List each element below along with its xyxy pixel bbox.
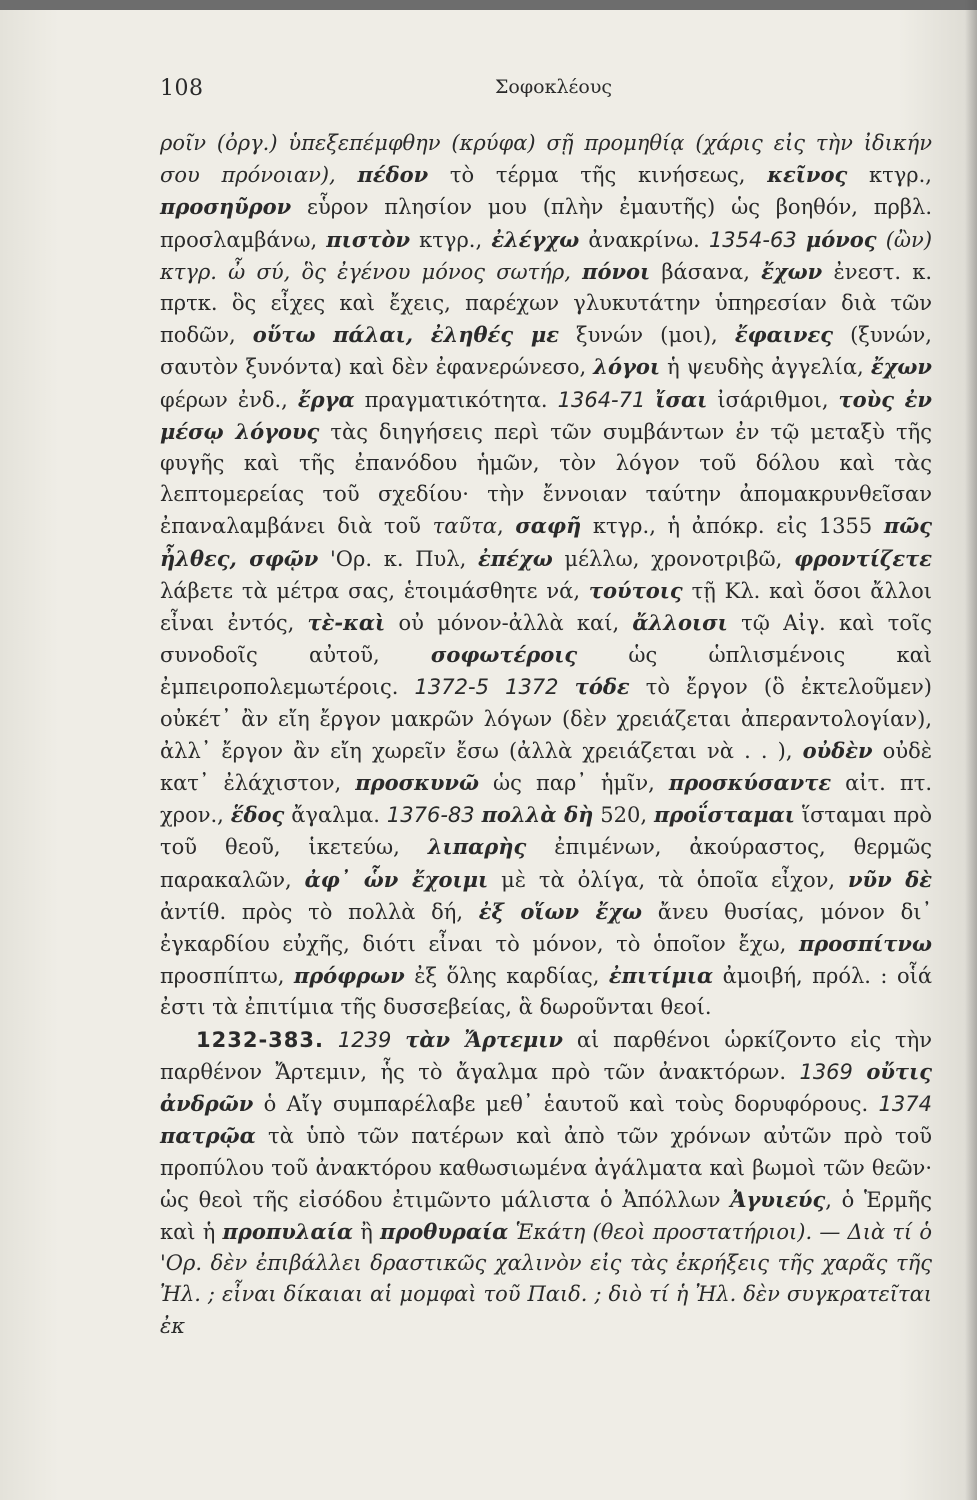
scan-top-edge [0,0,977,10]
lemma-term: προΐσταμαι [653,802,795,828]
gloss-text: τῇ Κλ. καὶ ὅσοι ἄλλοι εἶναι ἐντός, [160,578,932,636]
lemma-term: τοὺς ἐν μέσῳ λόγους [160,386,932,444]
gloss-text: τὰ ὑπὸ τῶν πατέρων καὶ ἀπὸ τῶν χρόνων αὐτῶν πρὸ τοῦ προπύλου τοῦ ἀνακτόρου καθωσιωμένα ἀγάλματα καὶ βωμοὶ τῶν θεῶν· ὡς θεοὶ τῆς εἰσόδου ἐτιμῶντο μάλιστα ὁ Ἀπόλλων [160,1124,932,1212]
gloss-text: ἐπιβάλλει δραστικῶς χαλινὸν εἰς τὰς ἐκρήξεις τῆς χαρᾶς τῆς Ἠλ. ; εἶναι δίκαιαι αἱ μομφαὶ τοῦ Παιδ. ; διὸ τί ἡ Ἠλ. δὲν συγκρατεῖται ἐκ [160,1251,933,1338]
gloss-text [645,388,655,412]
gloss-text: ἐπιμένων, ἀκούραστος, θερμῶς παρακαλῶν, [160,835,932,892]
lemma-term: προσκυνῶ [355,770,479,796]
line-reference: 1232-383. [196,1027,324,1052]
gloss-text: ροῖν (ὀργ.) ὑπεξεπέμφθην (κρύφα) σῇ προμηθίᾳ (χάρις εἰς τὴν ἰδικήν σου πρόνοιαν), [160,131,932,188]
lemma-term: σαφῆ [515,513,582,539]
lemma-term: πέδον [357,162,429,188]
lemma-term: σοφωτέροις [430,642,578,668]
gloss-text: ὁ Αἴγ συμπαρέλαβε μεθ᾽ ἑαυτοῦ καὶ τοὺς δορυφόρους. [253,1092,879,1117]
gloss-text: αἰτ. πτ. χρον., [160,771,933,828]
lemma-term: ἔφαινες [734,322,834,348]
gloss-text: οὐδὲ κατ᾽ ἐλάχιστον, [160,738,932,796]
lemma-term: οὐδὲν [802,737,873,763]
gloss-text [797,228,806,252]
lemma-term: ἐλέγχω [491,226,580,252]
lemma-term: ἴσαι [655,386,708,412]
lemma-term: ἀφ᾽ ὧν ἔχοιμι [304,866,489,892]
gloss-text: ἢ [353,1219,380,1244]
gloss-text: μέλλω, χρονοτριβῶ, [552,546,795,571]
gloss-text: ἐνεστ. κ. πρτκ. ὃς εἶχες καὶ ἔχεις, παρέχων γλυκυτάτην ὑπηρεσίαν διὰ τῶν ποδῶν, [160,259,932,348]
gloss-text: ἰσάριθμοι, [707,387,839,412]
gloss-text: οὐ μόνον-ἀλλὰ καί, [385,611,633,636]
gloss-text: κτγρ., [847,163,932,188]
gloss-text: Ἑκάτη (θεοὶ προστατήριοι). — Διὰ τί ὁ 'Ορ. δὲν [160,1219,932,1276]
line-reference: 1376-83 [386,803,475,828]
gloss-text: κτγρ., [410,227,492,252]
page-gutter-shadow [965,0,977,1500]
lemma-term: πολλὰ δὴ [481,802,594,828]
gloss-text: ξυνών (μοι), [558,323,735,348]
lemma-term: πῶς ἦλθες, σφῷν [160,513,932,571]
gloss-text: προσπίπτω, [160,964,294,989]
line-reference: 1239 [337,1027,392,1052]
gloss-text: κτγρ., ἡ ἀπόκρ. εἰς 1355 [581,514,884,539]
gloss-text [324,1028,338,1052]
lemma-term: ἕδος [230,802,285,828]
gloss-text: τὸ ἔργον (ὃ ἐκτελοῦμεν) οὐκέτ᾽ ἂν εἴη ἔργον μακρῶν λόγων (δὲν χρειάζεται ἀπεραντολογίαν), ἀλλ᾽ ἔργον ἂν εἴη χωρεῖν ἔσω (ἀλλὰ χρειάζεται νὰ . . ), [160,675,932,763]
gloss-text [853,1060,866,1084]
gloss-text: εὗρον πλησίον μου (πλὴν ἐμαυτῆς) ὡς βοηθόν, πρβλ. προσλαμβάνω, [160,195,932,252]
line-reference: 1372-5 1372 [414,675,559,700]
lemma-term: προσπίτνω [798,931,932,957]
lemma-term: πατρῷα [160,1123,256,1149]
page-header [0,70,977,110]
lemma-term: πόνοι [582,258,651,284]
gloss-text: ἀντίθ. πρὸς τὸ πολλὰ δή, [160,899,479,924]
gloss-text: ἄγαλμα. [284,803,387,828]
gloss-text: τὰς διηγήσεις περὶ τῶν συμβάντων ἐν τῷ μεταξὺ τῆς φυγῆς καὶ τῆς ἐπανόδου ἡμῶν, τὸν λόγον τοῦ δόλου καὶ τὰς λεπτομερείας τοῦ σχεδίου· τὴν ἔννοιαν ταύτην ἀπομακρυνθεῖσαν ἐπαναλαμβάνει διὰ τοῦ [160,419,933,539]
gloss-text: ὡς ὡπλισμένοις καὶ ἐμπειροπολεμωτέροις. [160,643,932,700]
lemma-term: προθυραία [379,1218,509,1244]
gloss-text: ὡς παρ᾽ ἡμῖν, [479,771,669,796]
lemma-term: προσκύσαντε [668,770,832,796]
gloss-text: βάσανα, [650,259,762,284]
lemma-term: ἔχων [870,354,932,380]
gloss-text: ἀμοιβή, πρόλ. : οἷά ἐστι τὰ ἐπιτίμια τῆς δυσσεβείας, ἃ δωροῦνται θεοί. [160,964,933,1020]
lemma-term: τὰν Ἄρτεμιν [405,1026,563,1052]
commentary-paragraph-1 [160,128,932,1024]
lemma-term: τούτοις [588,577,683,603]
lemma-term: τὲ-καὶ [307,610,386,636]
lemma-term: μόνος [805,226,877,252]
gloss-text [559,675,575,699]
gloss-text: ἵσταμαι πρὸ τοῦ θεοῦ, ἱκετεύω, [160,803,933,860]
gloss-text: ἄνευ θυσίας, μόνον δι᾽ ἐγκαρδίου εὐχῆς, διότι εἶναι τὸ μόνον, τὸ ὁποῖον ἔχω, [160,899,933,957]
lemma-term: ἐπέχω [478,545,553,571]
commentary-text [160,128,932,1342]
lemma-term: κεῖνος [767,162,848,188]
lemma-term: ἔχων [761,258,823,284]
lemma-term: ἔργα [297,386,355,412]
gloss-text: τῷ Αἰγ. καὶ τοῖς συνοδοῖς αὐτοῦ, [160,611,932,668]
gloss-text: φέρων ἐνδ., [160,387,298,412]
gloss-text: ἐξ ὅλης καρδίας, [404,964,609,989]
running-title: Σοφοκλέους [495,76,613,98]
lemma-term: Ἀγυιεύς [730,1186,826,1212]
lemma-term: προσηῦρον [160,194,292,220]
gloss-text [391,1028,405,1052]
lemma-term: ἄλλοισι [632,610,728,636]
line-reference: 1354-63 [708,227,797,252]
lemma-term: προπυλαία [222,1218,353,1244]
lemma-term: ἐξ οἵων ἔχω [478,898,643,924]
gloss-text [475,803,482,827]
lemma-term: λόγοι [593,354,661,380]
lemma-term: πρόφρων [293,963,405,989]
lemma-term: φροντίζετε [794,545,932,571]
gloss-text: λάβετε τὰ μέτρα σας, ἑτοιμάσθητε νά, [160,578,589,603]
line-reference: 1364-71 [557,387,646,412]
gloss-text: ἀνακρίνω. [579,227,709,252]
gloss-text: 520, [593,803,654,828]
gloss-text: 'Ορ. κ. Πυλ, [318,546,478,571]
gloss-text: αἱ παρθένοι ὡρκίζοντο εἰς τὴν παρθένον Ἄρτεμιν, ἧς τὸ ἄγαλμα πρὸ τῶν ἀνακτόρων. [160,1027,932,1084]
lemma-term: ἐπιτίμια [608,963,714,989]
page-number: 108 [160,76,204,101]
lemma-term: νῦν δὲ [847,866,933,892]
gloss-text: (ὢν) κτγρ. ὦ σύ, ὃς ἐγένου μόνος σωτήρ, [160,227,933,284]
gloss-text: μὲ τὰ ὀλίγα, τὰ ὁποῖα εἶχον, [488,867,848,892]
gloss-text: (ξυνών, σαυτὸν ξυνόντα) καὶ δὲν ἐφανερώνεσο, [160,323,932,380]
line-reference: 1374 [878,1092,932,1117]
gloss-text: τὸ τέρμα τῆς κινήσεως, [428,163,768,188]
lemma-term: λιπαρὴς [427,834,527,860]
commentary-paragraph-2 [160,1024,932,1342]
gloss-text: , [496,514,516,539]
lemma-term: πιστὸν [326,226,411,252]
gloss-text: , ὁ Ἑρμῆς καὶ ἡ [160,1187,932,1244]
lemma-term: οὔτις ἀνδρῶν [160,1058,932,1117]
gloss-text: πραγματικότητα. [354,387,558,412]
gloss-text: ταῦτα [432,514,497,539]
gloss-text: ἡ ψευδὴς ἀγγελία, [660,355,871,380]
lemma-term: τόδε [574,674,630,700]
line-reference: 1369 [799,1059,853,1084]
lemma-term: οὕτω πάλαι, ἐληθές με [252,322,559,348]
